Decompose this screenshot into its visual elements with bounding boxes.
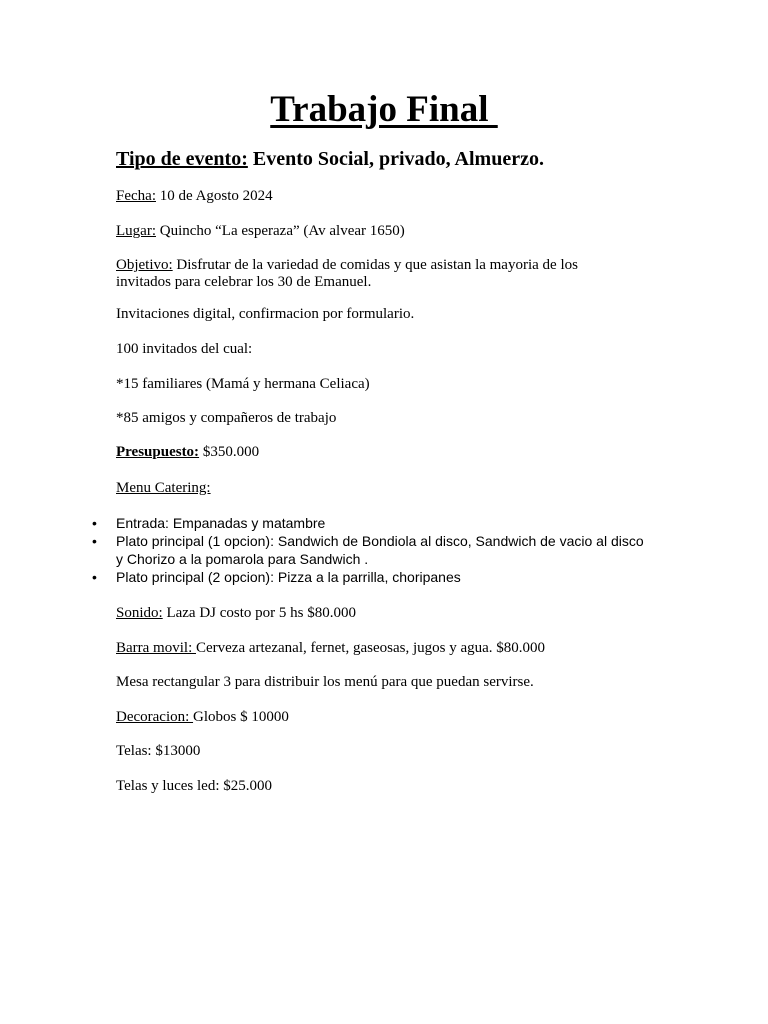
event-type-value: Evento Social, privado, Almuerzo. [247,148,544,170]
sonido-line [116,605,636,622]
menu-item-text: Plato principal (1 opcion): Sandwich de Bondiola al disco, Sandwich de vacio al disco y Chorizo a la pomarola para Sandwich . [116,533,644,567]
sonido-value: Laza DJ costo por 5 hs $80.000 [162,605,356,621]
lugar-line [116,223,636,240]
telas-line: Telas: $13000 [116,743,201,759]
menu-item-text: Entrada: Empanadas y matambre [116,515,326,531]
menu-item-text: Plato principal (2 opcion): Pizza a la parrilla, choripanes [116,569,461,585]
presupuesto-label: Presupuesto: [116,444,200,460]
fecha-label: Fecha: [116,188,156,204]
presupuesto-line [116,444,636,461]
menu-item [92,514,646,532]
invitaciones-line: Invitaciones digital, confirmacion por formulario. [116,306,415,322]
document-title: Trabajo Final [270,89,498,130]
barra-line [116,640,636,657]
event-type-line [116,148,544,171]
objetivo-label: Objetivo: [116,257,173,273]
menu-item [92,568,646,586]
decoracion-label: Decoracion: [116,709,194,725]
invitados-line: 100 invitados del cual: [116,341,253,357]
menu-list [92,514,646,586]
event-type-label: Tipo de evento: [116,148,248,170]
mesa-line: Mesa rectangular 3 para distribuir los menú para que puedan servirse. [116,674,534,690]
fecha-line [116,188,636,205]
presupuesto-value: $350.000 [199,444,260,460]
menu-item [92,532,646,568]
lugar-value: Quincho “La esperaza” (Av alvear 1650) [155,223,405,239]
barra-label: Barra movil: [116,640,196,656]
familiares-line: *15 familiares (Mamá y hermana Celiaca) [116,376,370,392]
menu-heading: Menu Catering: [116,480,211,496]
barra-value: Cerveza artezanal, fernet, gaseosas, jugos y agua. $80.000 [195,640,546,656]
objetivo-line [116,257,621,291]
bullet-icon: • [92,569,97,585]
decoracion-line [116,709,636,726]
sonido-label: Sonido: [116,605,163,621]
telas-luces-line: Telas y luces led: $25.000 [116,778,272,794]
objetivo-value: Disfrutar de la variedad de comidas y que asistan la mayoria de los invitados para celebrar los 30 de Emanuel. [116,257,582,290]
decoracion-value: Globos $ 10000 [193,709,289,725]
lugar-label: Lugar: [116,223,156,239]
fecha-value: 10 de Agosto 2024 [155,188,273,204]
bullet-icon: • [92,515,97,531]
amigos-line: *85 amigos y compañeros de trabajo [116,410,337,426]
bullet-icon: • [92,533,97,549]
